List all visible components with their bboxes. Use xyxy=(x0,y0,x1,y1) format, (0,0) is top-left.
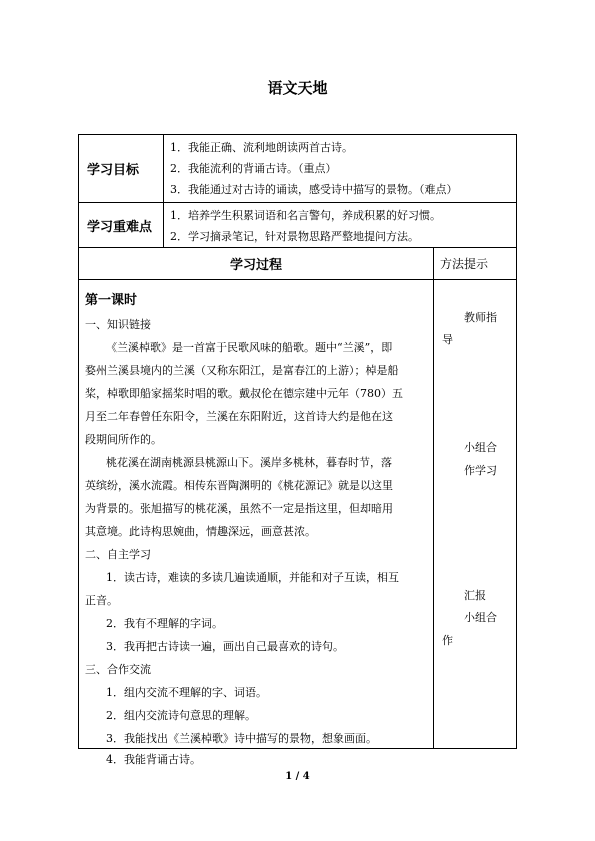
paragraph-line: 英缤纷，溪水流霞。相传东晋陶渊明的《桃花源记》就是以这里 xyxy=(85,479,393,492)
paragraph-line: 桨，棹歌即船家摇桨时唱的歌。戴叔伦在德宗建中元年（780）五 xyxy=(85,387,403,400)
goal-item: 1．我能正确、流利地朗读两首古诗。 xyxy=(170,141,353,154)
method-note: 作 xyxy=(442,634,453,647)
process-body-cell xyxy=(78,279,434,766)
goal-item: 2．我能流利的背诵古诗。（重点） xyxy=(170,162,337,175)
goal-item: 3．我能通过对古诗的诵读，感受诗中描写的景物。（难点） xyxy=(170,183,458,196)
method-note: 导 xyxy=(442,333,453,346)
section-title: 一、知识链接 xyxy=(85,318,151,331)
method-header: 方法提示 xyxy=(440,257,489,271)
focus-item: 2．学习摘录笔记，针对景物思路严整地提问方法。 xyxy=(170,230,419,243)
paragraph-line: 月至二年春曾任东阳令，兰溪在东阳附近，这首诗大约是他在这 xyxy=(85,410,393,423)
method-note: 汇报 xyxy=(464,589,486,602)
doc-title: 语文天地 xyxy=(267,79,328,97)
list-item: 1．读古诗，难读的多读几遍读通顺，并能和对子互读，相互 xyxy=(106,571,399,584)
paragraph-line: 桃花溪在湖南桃源县桃源山下。溪岸多桃林，暮春时节，落 xyxy=(106,456,392,469)
list-item: 2．组内交流诗句意思的理解。 xyxy=(106,709,256,722)
method-note: 教师指 xyxy=(464,311,497,324)
list-item: 4．我能背诵古诗。 xyxy=(106,753,201,766)
goals-label-cell xyxy=(78,134,164,203)
method-note: 小组合 xyxy=(464,441,497,454)
paragraph-line: 其意境。此诗构思婉曲，情趣深远，画意甚浓。 xyxy=(85,525,316,538)
section-title: 三、合作交流 xyxy=(85,663,151,676)
paragraph-line: 婺州兰溪县境内的兰溪（又称东阳江，是富春江的上游）；棹是船 xyxy=(85,364,399,377)
method-note: 作学习 xyxy=(464,464,497,477)
paragraph-line: 《兰溪棹歌》是一首富于民歌风味的船歌。题中“兰溪”，即 xyxy=(106,341,393,354)
goals-label: 学习目标 xyxy=(87,163,140,178)
list-item: 3．我能找出《兰溪棹歌》诗中描写的景物，想象画面。 xyxy=(106,732,377,745)
method-note: 小组合 xyxy=(464,611,497,624)
page-number: 1 / 4 xyxy=(285,771,310,782)
lesson-title: 第一课时 xyxy=(85,293,138,308)
method-body-cell xyxy=(433,279,517,749)
focus-content-cell xyxy=(163,202,517,248)
focus-label-cell xyxy=(78,202,164,248)
paragraph-line: 为背景的。张旭描写的桃花溪，虽然不一定是指这里，但却暗用 xyxy=(85,502,393,515)
focus-item: 1．培养学生积累词语和名言警句，养成积累的好习惯。 xyxy=(170,209,441,222)
paragraph-line: 段期间所作的。 xyxy=(85,433,162,446)
process-header-cell xyxy=(78,247,434,280)
list-item: 3．我再把古诗读一遍，画出自己最喜欢的诗句。 xyxy=(106,640,344,653)
list-item: 2．我有不理解的字词。 xyxy=(106,617,223,630)
goals-content-cell xyxy=(163,134,517,203)
process-header: 学习过程 xyxy=(229,258,282,273)
section-title: 二、自主学习 xyxy=(85,548,151,561)
method-header-cell xyxy=(433,247,517,280)
list-item: 正音。 xyxy=(85,594,118,607)
list-item: 1．组内交流不理解的字、词语。 xyxy=(106,686,267,699)
focus-label: 学习重难点 xyxy=(87,219,153,235)
